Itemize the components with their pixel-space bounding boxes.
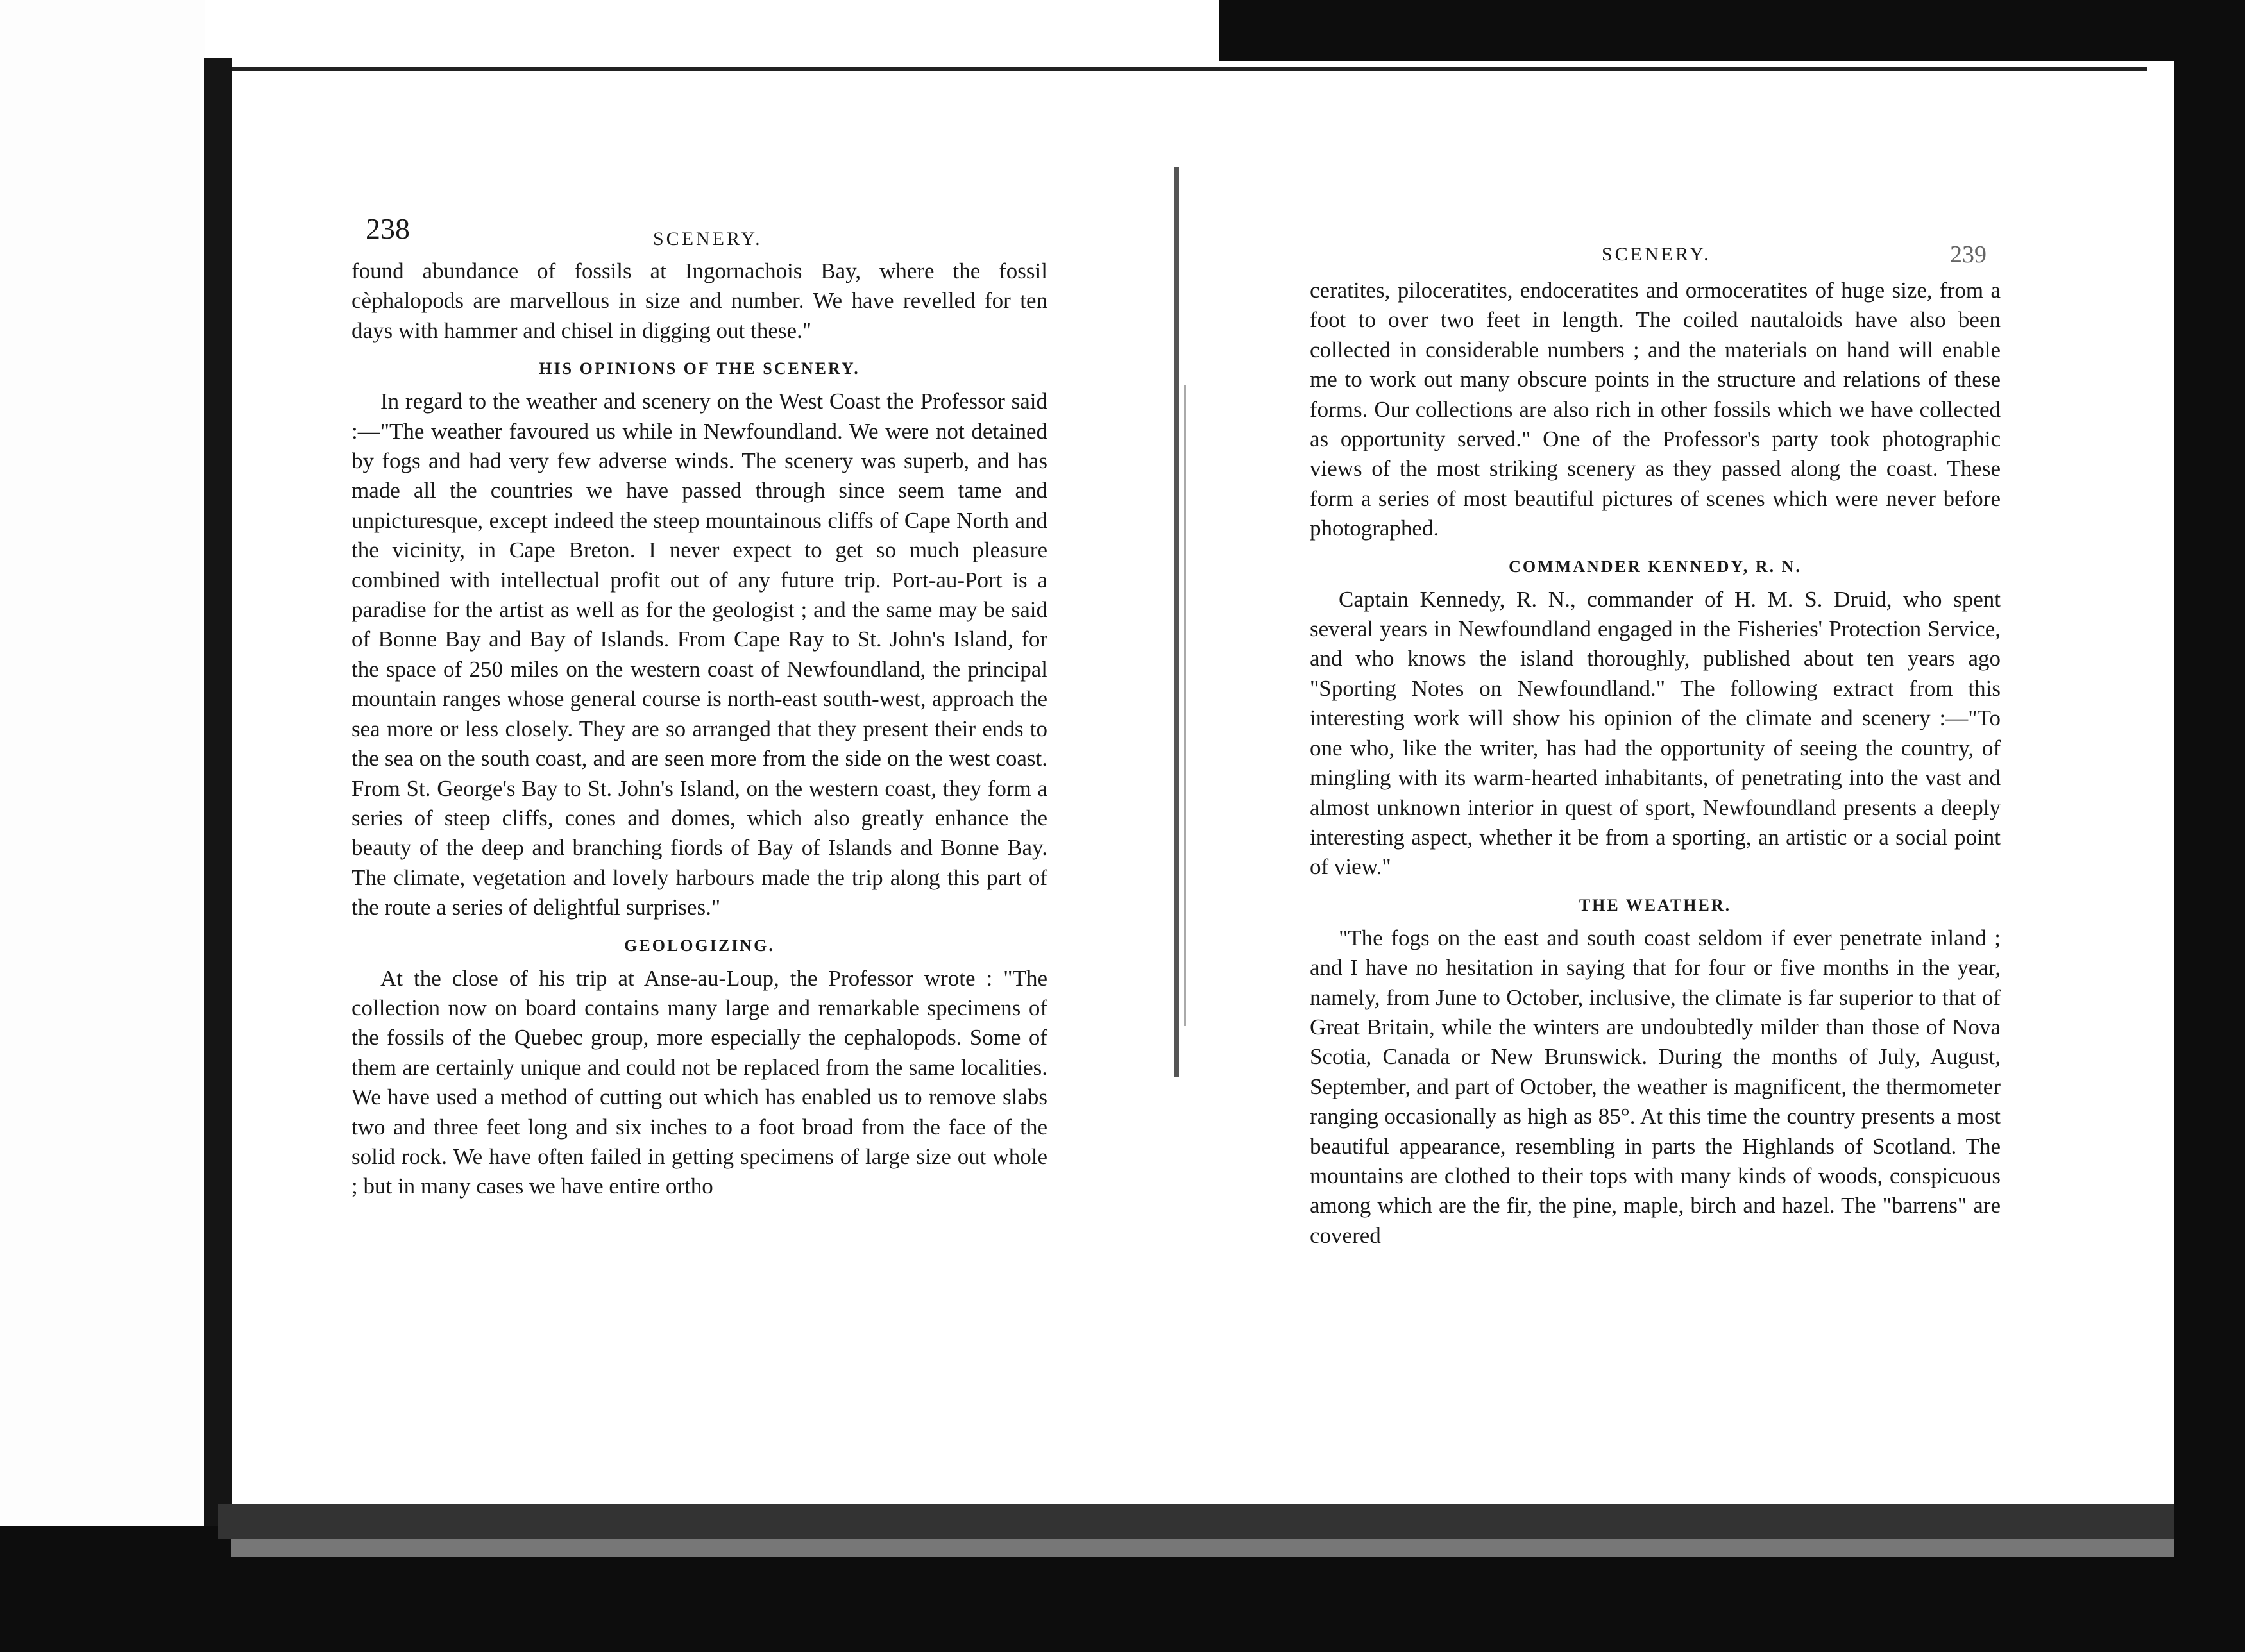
left-paragraph-3: At the close of his trip at Anse-au-Loup, the Professor wrote : "The collection now on board contains many large and remarkable specimens of the fossils of the Quebec group, more especially the cephalopods. Some of them are certainly unique and could not be replaced from the same localities. We have used a method of cutting out which has enabled us to remove slabs two and three feet long and six inches to a foot broad from the face of the solid rock. We have often failed in getting specimens of large size out whole ; but in many cases we have entire ortho	[352, 965, 1047, 1199]
page-bottom-edge-lower	[231, 1539, 2174, 1557]
scanner-border-top	[1219, 0, 2245, 61]
left-page-header	[352, 205, 1047, 257]
right-paragraph-3: "The fogs on the east and south coast seldom if ever penetrate inland ; and I have no hesitation in saying that for four or five months in the year, namely, from June to October, inclusive, the climate is far superior to that of Great Britain, while the winters are undoubtedly milder than those of Nova Scotia, Canada or New Brunswick. During the months of July, August, September, and part of October, the weather is magnificent, the thermometer ranging occasionally as high as 85°. At this time the country presents a most beautiful appearance, resembling in parts the Highlands of Scotland. The mountains are clothed to their tops with many kinds of woods, conspicuous among which are the fir, the pine, maple, birch and hazel. The "barrens" are covered	[1310, 925, 2001, 1248]
right-page-header	[1310, 224, 2001, 276]
right-page-number: 239	[1950, 241, 1987, 268]
book-gutter	[1174, 167, 1179, 1077]
left-page-number: 238	[366, 212, 410, 245]
left-running-head: SCENERY.	[653, 228, 763, 249]
right-section-heading-1: COMMANDER KENNEDY, R. N.	[1509, 557, 1802, 576]
right-paragraph-2: Captain Kennedy, R. N., commander of H. M. S. Druid, who spent several years in Newfoundland engaged in the Fisheries' Protection Service, and who knows the island thoroughly, published about ten years ago "Sporting Notes on Newfoundland." The following extract from this interesting work will show his opinion of the climate and scenery :—"To one who, like the writer, has had the opportunity of seeing the country, of mingling with its warm-hearted inhabitants, of penetrating into the vast and almost unknown interior in quest of sport, Newfoundland presents a deeply interesting aspect, whether it be from a sporting, an artistic or a social point of view."	[1310, 586, 2001, 880]
book-gutter-shadow	[1184, 385, 1186, 1026]
right-running-head: SCENERY.	[1602, 244, 1711, 265]
left-section-heading-2: GEOLOGIZING.	[624, 936, 775, 955]
left-section-heading-1: HIS OPINIONS OF THE SCENERY.	[539, 359, 860, 378]
right-section-heading-2: THE WEATHER.	[1579, 895, 1732, 914]
page-bottom-edge	[218, 1504, 2174, 1539]
left-paragraph-1: found abundance of fossils at Ingornachois Bay, where the fossil cèphalopods are marvellous in size and number. We have revelled for ten days with hammer and chisel in digging out these."	[352, 258, 1047, 343]
left-paragraph-2: In regard to the weather and scenery on the West Coast the Professor said :—"The weather favoured us while in Newfoundland. We were not detained by fogs and had very few adverse winds. The scenery was superb, and has made all the countries we have passed through since seem tame and unpicturesque, except indeed the steep mountainous cliffs of Cape North and the vicinity, in Cape Breton. I never expect to get so much pleasure combined with intellectual profit out of any future trip. Port-au-Port is a paradise for the artist as well as for the geologist ; and the same may be said of Bonne Bay and Bay of Islands. From Cape Ray to St. John's Island, for the space of 250 miles on the western coast of Newfoundland, the principal mountain ranges whose general course is north-east south-west, approach the sea more or less closely. They are so arranged that they present their ends to the sea on the south coast, and are seen more from the side on the west coast. From St. George's Bay to St. John's Island, on the western coast, they form a series of steep cliffs, cones and domes, which also greatly enhance the beauty of the deep and branching fiords of Bay of Islands and Bonne Bay. The climate, vegetation and lovely harbours made the trip along this part of the route a series of delightful surprises."	[352, 389, 1047, 920]
right-paragraph-1: ceratites, piloceratites, endoceratites and ormoceratites of huge size, from a foot to over two feet in length. The coiled nautaloids have also been collected in considerable numbers ; and the materials on hand will enable me to work out many obscure points in the structure and relations of these forms. Our collections are also rich in other fossils which we have collected as opportunity served." One of the Professor's party took photographic views of the most striking scenery as they passed along the coast. These form a series of most beautiful pictures of scenes which were never before photographed.	[1310, 278, 2001, 541]
right-page	[1310, 224, 2001, 1251]
left-page	[352, 205, 1047, 1202]
previous-page-edge	[0, 0, 205, 1565]
scanner-border-right	[2174, 0, 2245, 1652]
book-spine-shadow	[204, 58, 232, 1552]
